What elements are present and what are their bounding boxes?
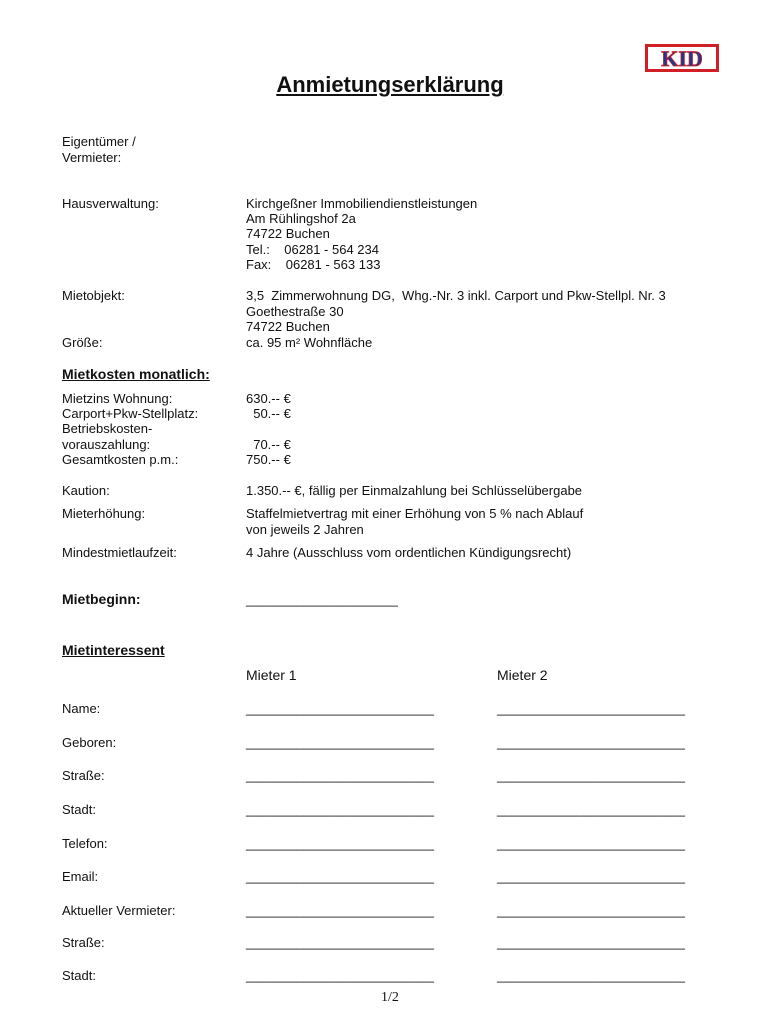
street-field-1[interactable]: __________________________ <box>246 768 434 783</box>
city-field-2[interactable]: __________________________ <box>497 802 685 817</box>
name-field-1[interactable]: __________________________ <box>246 701 434 716</box>
cost-value: 630.-- € <box>246 391 291 406</box>
field-label: Straße: <box>62 935 105 950</box>
landlord-city-field-1[interactable]: __________________________ <box>246 968 434 983</box>
kid-logo <box>645 44 719 72</box>
deposit-label: Kaution: <box>62 483 110 498</box>
management-line: Am Rühlingshof 2a <box>246 211 356 226</box>
start-label: Mietbeginn: <box>62 591 141 607</box>
object-label: Mietobjekt: <box>62 288 125 303</box>
field-label: Aktueller Vermieter: <box>62 903 176 918</box>
birth-field-1[interactable]: __________________________ <box>246 735 434 750</box>
landlord-street-field-1[interactable]: __________________________ <box>246 935 434 950</box>
landlord-street-field-2[interactable]: __________________________ <box>497 935 685 950</box>
size-label: Größe: <box>62 335 103 350</box>
management-fax: Fax: 06281 - 563 133 <box>246 257 381 272</box>
cost-label: Carport+Pkw-Stellplatz: <box>62 406 199 421</box>
object-line: Goethestraße 30 <box>246 304 344 319</box>
birth-field-2[interactable]: __________________________ <box>497 735 685 750</box>
field-label: Straße: <box>62 768 105 783</box>
management-label: Hausverwaltung: <box>62 196 159 211</box>
page-title: Anmietungserklärung <box>276 72 504 97</box>
field-label: Stadt: <box>62 802 96 817</box>
col-tenant1: Mieter 1 <box>246 667 297 683</box>
phone-field-1[interactable]: __________________________ <box>246 836 434 851</box>
landlord-field-2[interactable]: __________________________ <box>497 903 685 918</box>
start-blank[interactable]: _____________________ <box>246 592 398 607</box>
phone-field-2[interactable]: __________________________ <box>497 836 685 851</box>
cost-label: Mietzins Wohnung: <box>62 391 173 406</box>
size-value: ca. 95 m² Wohnfläche <box>246 335 373 350</box>
page-number: 1/2 <box>381 990 399 1005</box>
col-tenant2: Mieter 2 <box>497 667 548 683</box>
field-label: Stadt: <box>62 968 96 983</box>
name-field-2[interactable]: __________________________ <box>497 701 685 716</box>
object-line: 74722 Buchen <box>246 319 330 334</box>
field-label: Geboren: <box>62 735 117 750</box>
email-field-1[interactable]: __________________________ <box>246 869 434 884</box>
cost-value: 750.-- € <box>246 452 291 467</box>
minterm-label: Mindestmietlaufzeit: <box>62 545 177 560</box>
cost-label: Gesamtkosten p.m.: <box>62 452 179 467</box>
interest-heading: Mietinteressent <box>62 642 165 658</box>
landlord-field-1[interactable]: __________________________ <box>246 903 434 918</box>
minterm-value: 4 Jahre (Ausschluss vom ordentlichen Kündigungsrecht) <box>246 545 572 560</box>
cost-label: Betriebskosten- <box>62 421 153 436</box>
cost-label: vorauszahlung: <box>62 437 151 452</box>
management-line: 74722 Buchen <box>246 226 330 241</box>
city-field-1[interactable]: __________________________ <box>246 802 434 817</box>
costs-heading: Mietkosten monatlich: <box>62 366 210 382</box>
logo-text: KID <box>661 46 703 71</box>
cost-value: 50.-- € <box>246 406 291 421</box>
email-field-2[interactable]: __________________________ <box>497 869 685 884</box>
object-line: 3,5 Zimmerwohnung DG, Whg.-Nr. 3 inkl. Carport und Pkw-Stellpl. Nr. 3 <box>246 288 666 303</box>
field-label: Name: <box>62 701 101 716</box>
management-phone: Tel.: 06281 - 564 234 <box>246 242 379 257</box>
increase-label: Mieterhöhung: <box>62 506 146 521</box>
street-field-2[interactable]: __________________________ <box>497 768 685 783</box>
owner-label-line1: Eigentümer / <box>62 134 136 149</box>
increase-line: Staffelmietvertrag mit einer Erhöhung von 5 % nach Ablauf <box>246 506 584 521</box>
management-line: Kirchgeßner Immobiliendienstleistungen <box>246 196 478 211</box>
increase-line: von jeweils 2 Jahren <box>246 522 364 537</box>
cost-value: 70.-- € <box>246 437 291 452</box>
landlord-city-field-2[interactable]: __________________________ <box>497 968 685 983</box>
owner-label-line2: Vermieter: <box>62 150 122 165</box>
deposit-value: 1.350.-- €, fällig per Einmalzahlung bei Schlüsselübergabe <box>246 483 583 498</box>
field-label: Email: <box>62 869 99 884</box>
field-label: Telefon: <box>62 836 108 851</box>
